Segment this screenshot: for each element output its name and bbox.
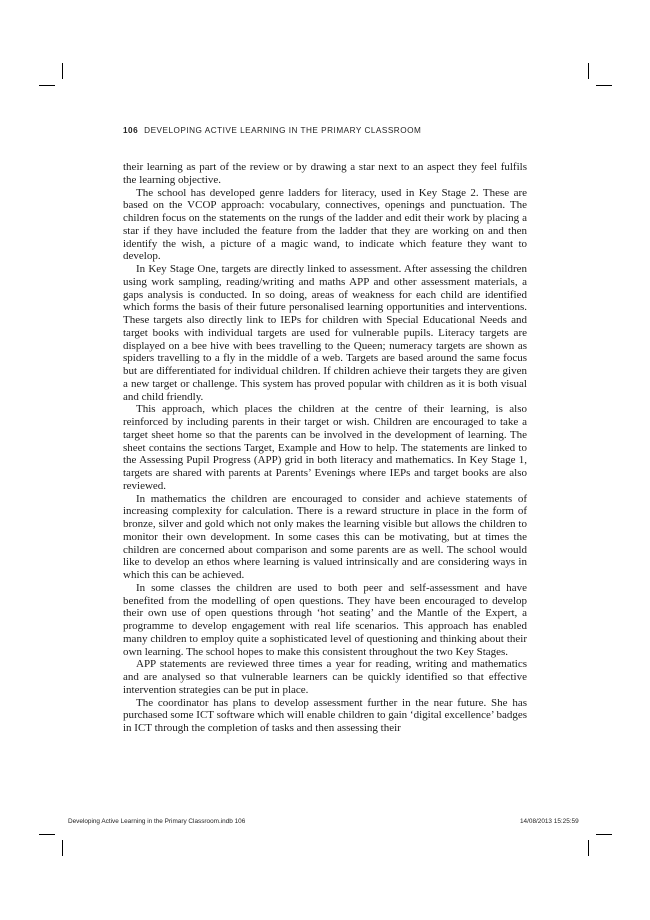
paragraph: The coordinator has plans to develop assessment further in the near future. She has purchased some ICT software which will enable children to gain ‘digital excellence’ badges in ICT through the completion of tasks and then assessing their [123, 696, 528, 734]
paragraph: The school has developed genre ladders for literacy, used in Key Stage 2. These are based on the VCOP approach: vocabulary, connectives, openings and punctuation. The children focus on the statements on the rungs of the ladder and edit their work by placing a star if they have included the feature from the ladder that they are working on and then identify the wish, a picture of a magic wand, to indicate which feature they want to develop. [123, 186, 527, 263]
crop-mark-top-right-h [596, 85, 612, 86]
crop-mark-top-left-v [62, 63, 63, 79]
crop-mark-bottom-left-h [39, 834, 55, 835]
crop-mark-bottom-left-v [62, 840, 63, 856]
paragraph: APP statements are reviewed three times a year for reading, writing and mathematics and are analysed so that vulnerable learners can be quickly identified so that effective intervention strategies can be put in place. [123, 658, 527, 696]
paragraph: In Key Stage One, targets are directly linked to assessment. After assessing the children using work sampling, reading/writing and maths APP and other assessment materials, a gaps analysis is conducted. In so doing, areas of weakness for each child are identified which forms the basis of their future personalised learning opportunities and interventions. These targets also directly link to IEPs for children with Special Educational Needs and target books with individual targets are used for vulnerable pupils. Literacy targets are displayed on a bee hive with bees travelling to the Queen; numeracy targets are shown as spiders travelling to a fly in the middle of a web. Targets are based around the same focus but are differentiated for individual children. If children achieve their targets they are given a new target or challenge. This system has proved popular with children as it is both visual and child friendly. [123, 263, 527, 403]
crop-mark-top-left-h [39, 85, 55, 86]
running-header [123, 126, 421, 135]
crop-mark-bottom-right-h [596, 834, 612, 835]
paragraph: In mathematics the children are encouraged to consider and achieve statements of increasing complexity for calculation. There is a reward structure in place in the form of bronze, silver and gold which not only makes the learning visible but allows the children to monitor their own development. In some cases this can be motivating, but at times the children are concerned about comparison and some parents are as well. The school would like to develop an ethos where learning is valued intrinsically and are considering ways in which this can be achieved. [123, 492, 527, 581]
page-number: 106 [123, 126, 139, 135]
crop-mark-top-right-v [588, 63, 589, 79]
footer-file-name: Developing Active Learning in the Primary Classroom.indb 106 [68, 818, 246, 825]
running-title: DEVELOPING ACTIVE LEARNING IN THE PRIMARY CLASSROOM [144, 126, 422, 135]
footer-timestamp: 14/08/2013 15:25:59 [520, 818, 579, 825]
paragraph: In some classes the children are used to both peer and self-assessment and have benefited from the modelling of open questions. They have been encouraged to develop their own use of open questions through ‘hot seating’ and the Mantle of the Expert, a programme to develop engagement with real life scenarios. This approach has enabled many children to employ quite a sophisticated level of questioning and thinking about their own learning. The school hopes to make this consistent throughout the two Key Stages. [123, 581, 527, 658]
paragraph: their learning as part of the review or by drawing a star next to an aspect they feel fulfils the learning objective. [123, 161, 527, 186]
paragraph: This approach, which places the children at the centre of their learning, is also reinforced by including parents in their target or wish. Children are encouraged to take a target sheet home so that the parents can be involved in the development of learning. The sheet contains the sections Target, Example and How to help. The statements are linked to the Assessing Pupil Progress (APP) grid in both literacy and mathematics. In Key Stage 1, targets are shared with parents at Parents’ Evenings where IEPs and target books are also reviewed. [123, 403, 527, 492]
body-text [123, 161, 527, 735]
crop-mark-bottom-right-v [588, 840, 589, 856]
